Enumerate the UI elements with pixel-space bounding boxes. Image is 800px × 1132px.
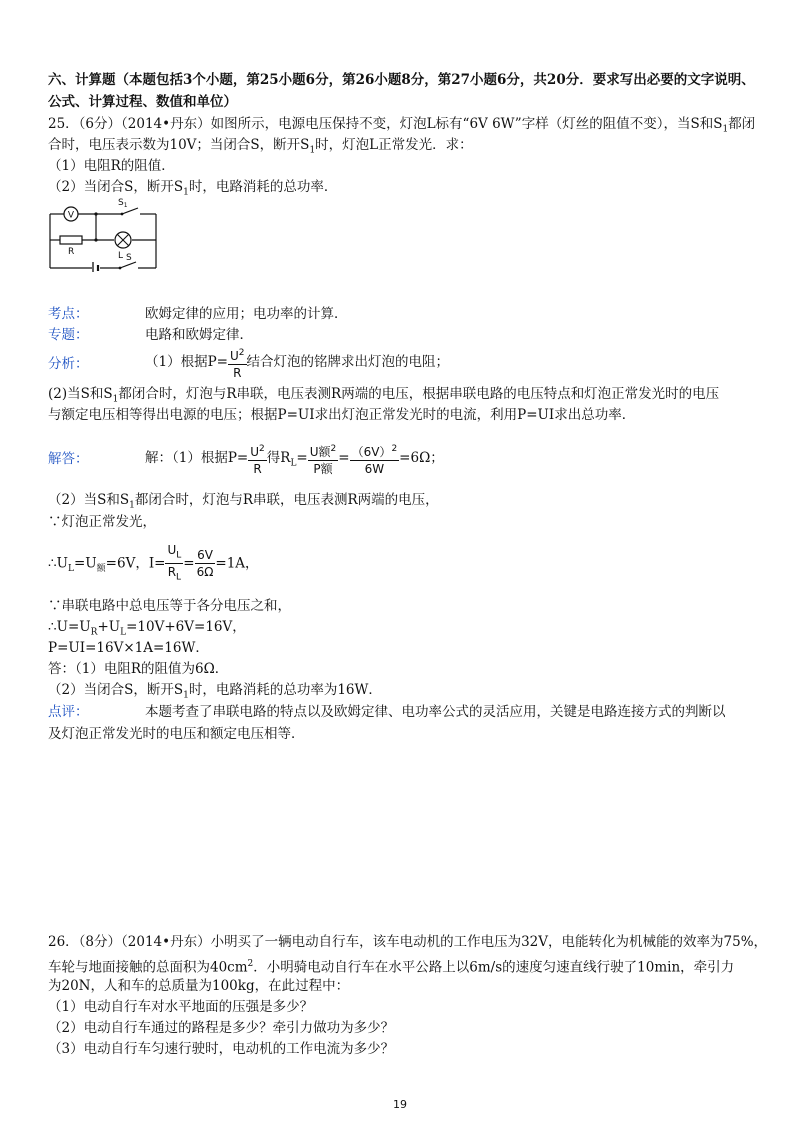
page-number: 19 xyxy=(393,1098,407,1111)
kaodian-label: 考点： xyxy=(48,306,89,322)
jieda-line5: ∵串联电路中总电压等于各分电压之和， xyxy=(48,598,291,614)
fenxi-label: 分析： xyxy=(48,356,89,372)
jieda-line8: 答：（1）电阻R的阻值为6Ω． xyxy=(48,661,229,677)
jieda-line2: （2）当S和$S_1$都闭合时，灯泡与R串联，电压表测R两端的电压， xyxy=(48,492,439,511)
q26-part3: （3）电动自行车匀速行驶时，电动机的工作电流为多少？ xyxy=(48,1041,395,1057)
q26-stem-line2: 车轮与地面接触的总面积为$40cm^2$．小明骑电动自行车在水平公路上以6m/s的速度匀速直线行驶了10min，牵引力 xyxy=(48,959,735,976)
jieda-line9: （2）当闭合S，断开$S_1$时，电路消耗的总功率为16W． xyxy=(48,682,382,701)
q26-part2: （2）电动自行车通过的路程是多少？牵引力做功为多少？ xyxy=(48,1020,395,1036)
q26-part1: （1）电动自行车对水平地面的压强是多少？ xyxy=(48,999,314,1015)
jieda-line6: $\therefore U=U_R+U_L=10V+6V=16V$， xyxy=(48,619,246,638)
jieda-line4: $\therefore U_L=U_额=6V$，I= $\frac{U_L}{R_L}$ = $\frac{6V}{6\Omega}$ =1A， xyxy=(48,543,259,583)
lamp-label: L xyxy=(118,251,124,261)
voltmeter-icon xyxy=(64,207,78,221)
q25-part2: （2）当闭合S，断开$S_1$时，电路消耗的总功率． xyxy=(48,179,338,198)
zhuanti-text: 电路和欧姆定律． xyxy=(145,327,253,343)
section-heading-line1: 六、计算题（本题包括3个小题，第25小题6分，第26小题8分，第27小题6分，共20分．要求写出必要的文字说明、 xyxy=(48,72,755,88)
fenxi-line1: （1）根据P= $\frac{U^2}{R}$ 结合灯泡的铭牌求出灯泡的电阻； xyxy=(145,344,449,381)
q26-stem-line3: 为20N，人和车的总质量为100kg，在此过程中： xyxy=(48,978,350,994)
dianping-label: 点评： xyxy=(48,704,89,720)
jieda-line3: ∵灯泡正常发光， xyxy=(48,514,156,530)
jieda-line1: 解：（1）根据P= $\frac{U^2}{R}$ 得$R_L=$ $\frac{U额^2}{\text{P额}}$ = $\frac{(6V)^2}{6W}$ =6Ω； xyxy=(145,438,444,484)
q25-stem-line2: 合时，电压表示数为10V；当闭合S，断开$S_1$时，灯泡L正常发光．求： xyxy=(48,137,473,156)
jieda-line7: P=UI=16V×1A=16W． xyxy=(48,640,209,656)
q25-circuit-diagram xyxy=(48,196,160,272)
section-heading-line2: 公式、计算过程、数值和单位） xyxy=(48,94,237,110)
lamp-icon xyxy=(115,232,131,248)
q25-stem-line1: 25．（6分）（2014•丹东）如图所示，电源电压保持不变，灯泡L标有“6V 6W”字样（灯丝的阻值不变），当S和$S_1$都闭 xyxy=(48,116,756,135)
q25-part1: （1）电阻R的阻值． xyxy=(48,158,175,174)
zhuanti-label: 专题： xyxy=(48,327,89,343)
dianping-line2: 及灯泡正常发光时的电压和额定电压相等． xyxy=(48,726,305,742)
fenxi-line3: 与额定电压相等得出电源的电压；根据P=UI求出灯泡正常发光时的电流，利用P=UI求出总功率． xyxy=(48,407,636,423)
fraction: $\frac{U^2}{R}$ xyxy=(228,345,247,381)
jieda-label: 解答： xyxy=(48,451,89,467)
resistor-label: R xyxy=(68,247,75,257)
dianping-line1: 本题考查了串联电路的特点以及欧姆定律、电功率公式的灵活应用，关键是电路连接方式的判断以 xyxy=(145,704,726,720)
switch-label: S xyxy=(126,253,132,263)
battery-icon xyxy=(93,262,98,272)
switch1-label: $S_1$ xyxy=(118,198,128,209)
svg-text:V: V xyxy=(67,210,75,221)
kaodian-text: 欧姆定律的应用；电功率的计算． xyxy=(145,306,348,322)
q26-stem-line1: 26．（8分）（2014•丹东）小明买了一辆电动自行车，该车电动机的工作电压为32V，电能转化为机械能的效率为75%， xyxy=(48,934,768,950)
fenxi-line2: (2)当S和$S_1$都闭合时，灯泡与R串联，电压表测R两端的电压，根据串联电路的电压特点和灯泡正常发光时的电压 xyxy=(48,386,720,405)
